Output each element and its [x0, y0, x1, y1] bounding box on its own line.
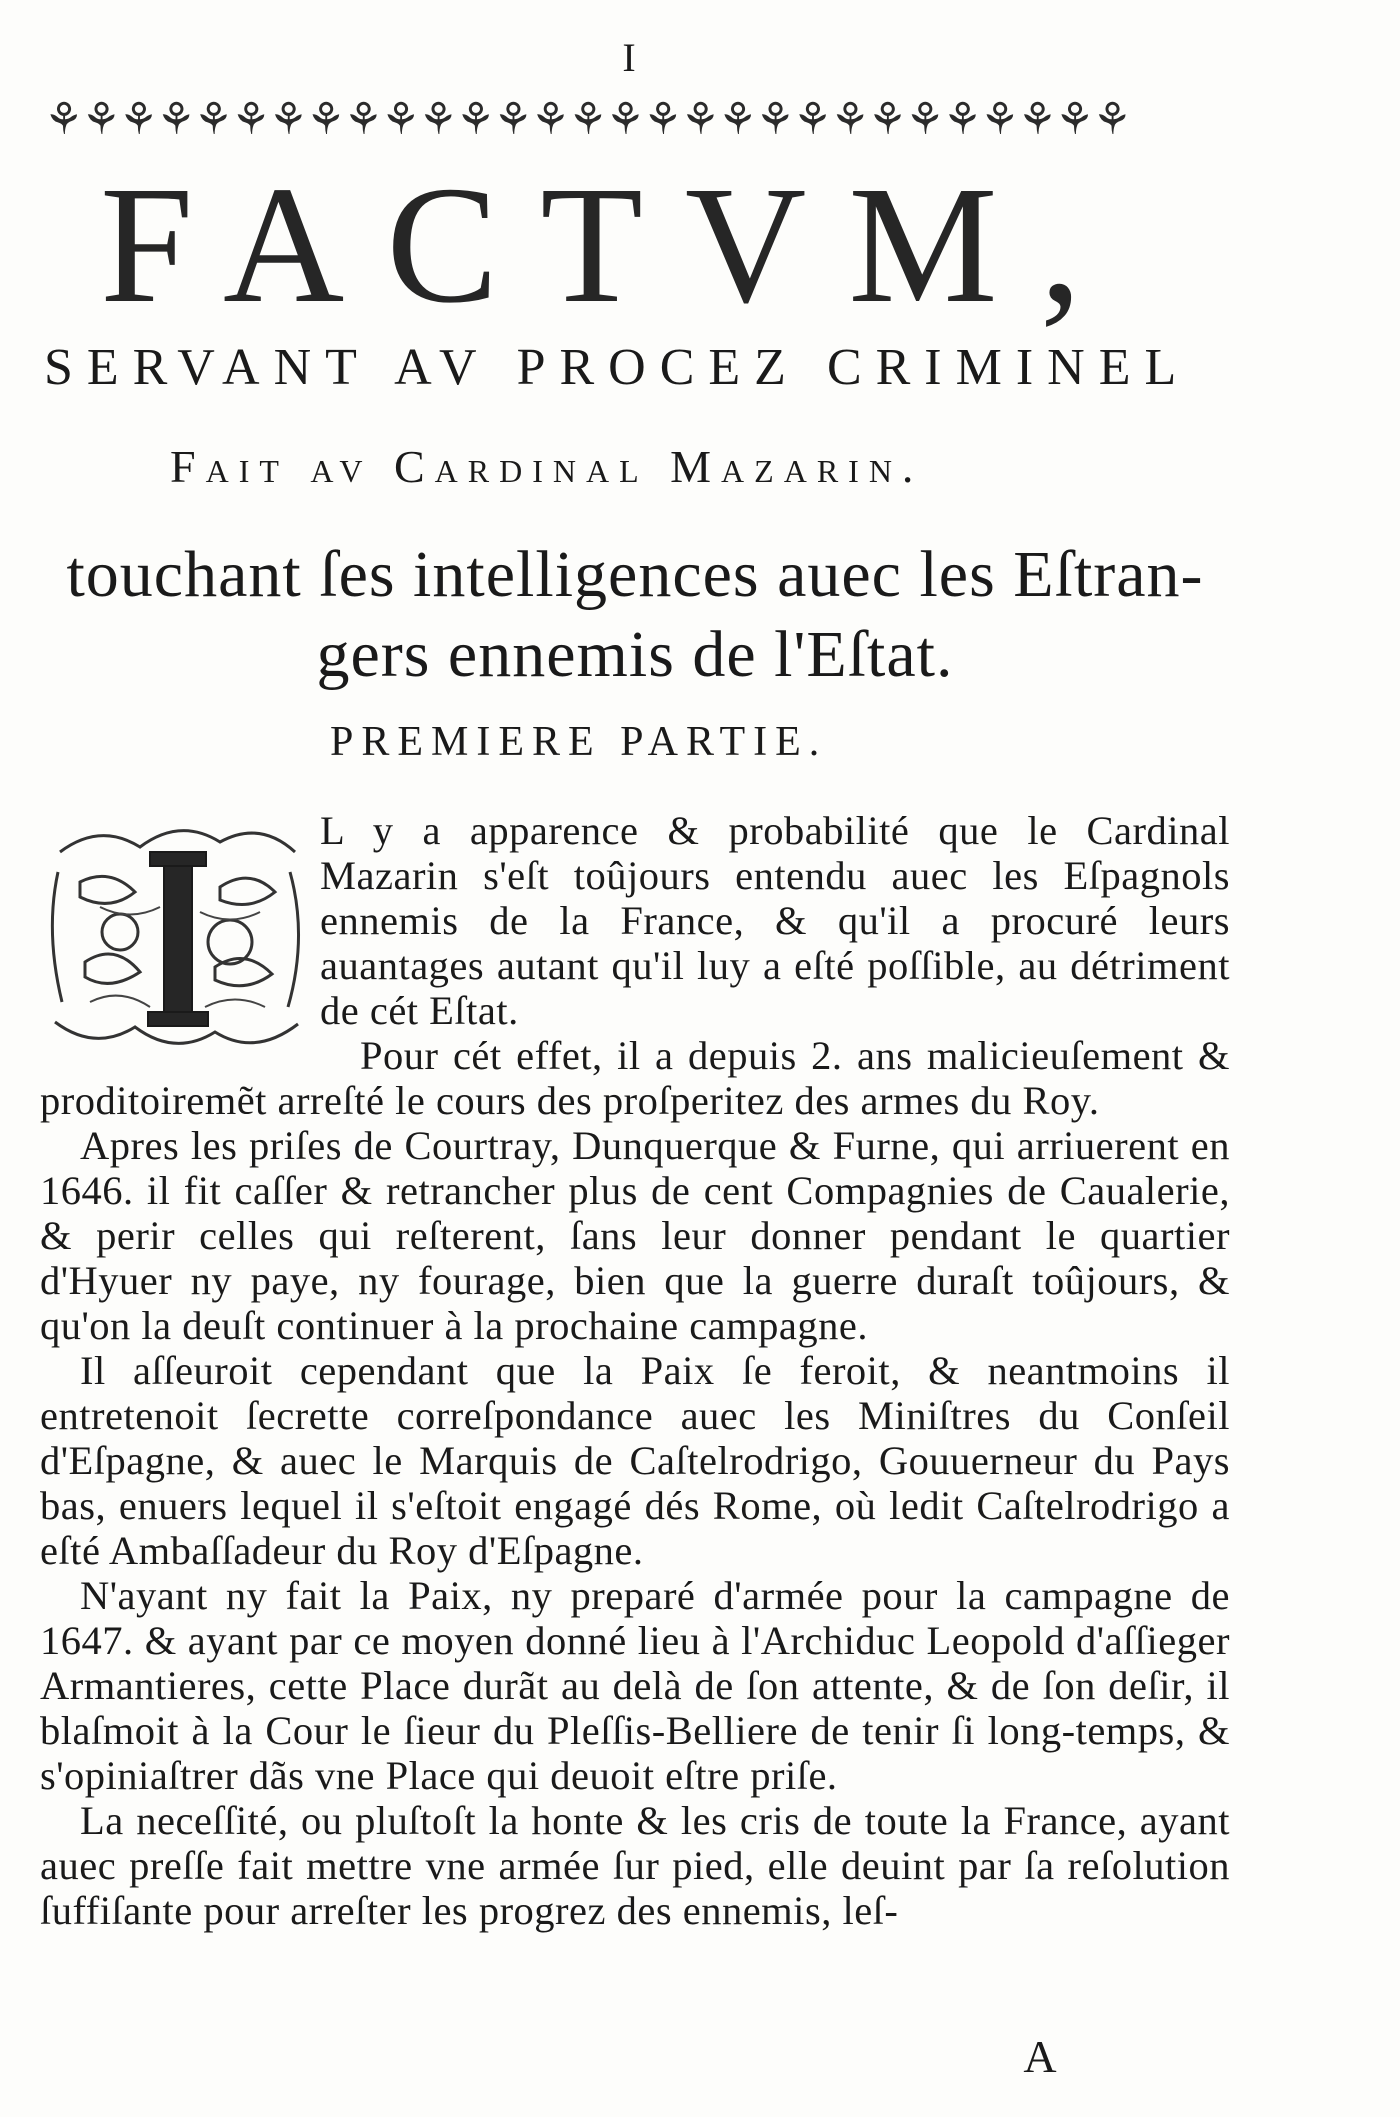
part-heading: PREMIERE PARTIE. [330, 719, 828, 765]
paragraph: Pour cét effet, il a depuis 2. ans malicieuſement & proditoiremẽt arreſté le cours des proſperitez des armes du Roy. [40, 1033, 1230, 1123]
signature-mark: A [1023, 2031, 1057, 2082]
subtitle-line-1: SERVANT AV PROCEZ CRIMINEL [44, 339, 1191, 396]
ornament-band: ⚘⚘⚘⚘⚘⚘⚘⚘⚘⚘⚘⚘⚘⚘⚘⚘⚘⚘⚘⚘⚘⚘⚘⚘⚘⚘⚘⚘⚘ [44, 95, 1130, 144]
dropcap-spacer [40, 808, 320, 1074]
paragraph: N'ayant ny fait la Paix, ny preparé d'armée pour la campagne de 1647. & ayant par ce moyen donné lieu à l'Archiduc Leopold d'aſſieger Armantieres, cette Place durãt au delà de ſon attente, & de ſon deſir, il blaſmoit à la Cour le ſieur du Pleſſis-Belliere de tenir ſi long-temps, & s'opiniaſtrer dãs vne Place qui deuoit eſtre priſe. [40, 1573, 1230, 1798]
page-number: I [622, 35, 638, 80]
section-heading: touchant ſes intelligences auec les Eſtran- gers ennemis de l'Eſtat. [66, 538, 1204, 691]
paragraph: Il aſſeuroit cependant que la Paix ſe feroit, & neantmoins il entretenoit ſecrette correſpondance auec les Miniſtres du Conſeil d'Eſpagne, & auec le Marquis de Caſtelrodrigo, Gouuerneur du Pays bas, enuers lequel il s'eſtoit engagé dés Rome, où ledit Caſtelrodrigo a eſté Ambaſſadeur du Roy d'Eſpagne. [40, 1348, 1230, 1573]
paragraph: La neceſſité, ou pluſtoſt la honte & les cris de toute la France, ayant auec preſſe fait mettre vne armée ſur pied, elle deuint par ſa reſolution ſuffiſante pour arreſter les progrez des ennemis, leſ- [40, 1798, 1230, 1933]
subtitle-line-2: Fait av Cardinal Mazarin. [170, 441, 924, 492]
paragraph: L y a apparence & probabilité que le Cardinal Mazarin s'eſt toûjours entendu auec les Eſpagnols ennemis de la France, & qu'il a procuré leurs auantages autant qu'il luy a eſté poſſible, au détriment de cét Eſtat. [320, 808, 1230, 1033]
page-title: FACTVM, [100, 152, 1124, 338]
body-text [40, 808, 1230, 1933]
paragraph: Apres les priſes de Courtray, Dunquerque & Furne, qui arriuerent en 1646. il fit caſſer & retrancher plus de cent Compagnies de Caualerie, & perir celles qui reſterent, ſans leur donner pendant le quartier d'Hyuer ny paye, ny fourage, bien que la guerre duraſt toûjours, & qu'on la deuſt continuer à la prochaine campagne. [40, 1123, 1230, 1348]
